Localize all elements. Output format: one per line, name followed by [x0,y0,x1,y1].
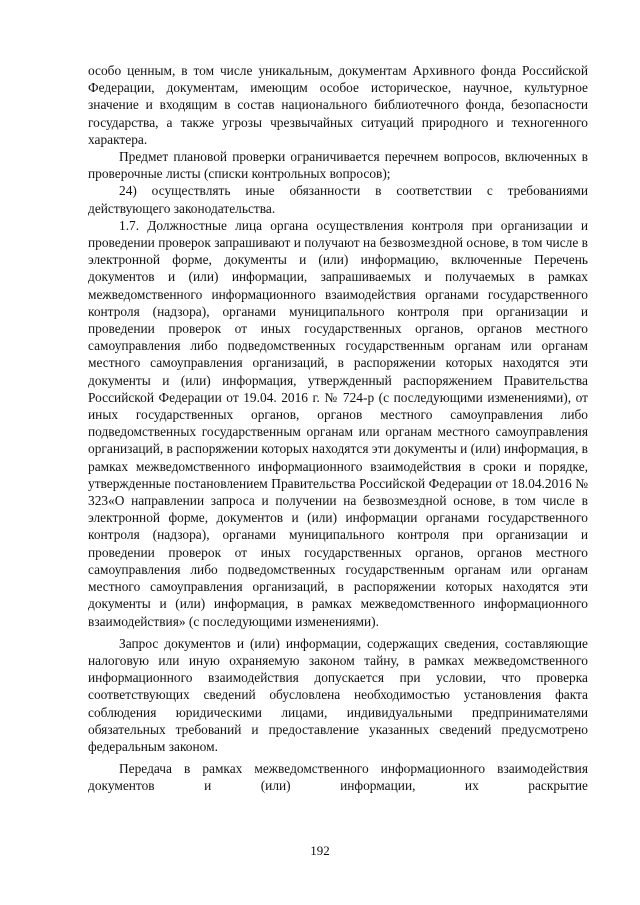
page-number: 192 [310,843,330,858]
paragraph-transfer-documents: Передача в рамках межведомственного информационного взаимодействия документов и (или) информации, их раскрытие [88,761,588,794]
paragraph-section-1-7: 1.7. Должностные лица органа осуществления контроля при организации и проведении проверок запрашивают и получают на безвозмездной основе, в том числе в электронной форме, документы и (или) информацию, включенные Перечень документов и (или) информации, запрашиваемых и получаемых в рамках межведомственного информационного взаимодействия органами государственного контроля (надзора), органами муниципального контроля при организации и проведении проверок от иных государственных органов, органов местного самоуправления либо подведомственных государственным органам или органам местного самоуправления организаций, в распоряжении которых находятся эти документы и (или) информация, утвержденный распоряжением Правительства Российской Федерации от 19.04. 2016 г. № 724-р (с последующими изменениями), от иных государственных органов, органов местного самоуправления либо подведомственных государственным органам или органам местного самоуправления организаций, в распоряжении которых находятся эти документы и (или) информация, в рамках межведомственного информационного взаимодействия в сроки и порядке, утвержденные постановлением Правительства Российской Федерации от 18.04.2016 № 323«О направлении запроса и получении на безвозмездной основе, в том числе в электронной форме, документов и (или) информации органами государственного контроля (надзора), органами муниципального контроля при организации и проведении проверок от иных государственных органов, органов местного самоуправления либо подведомственных государственным органам или органам местного самоуправления организаций, в распоряжении которых находятся эти документы и (или) информация, в рамках межведомственного информационного взаимодействия» (с последующими изменениями). [88,217,588,629]
document-page [88,62,588,795]
paragraph-request-documents: Запрос документов и (или) информации, содержащих сведения, составляющие налоговую или иную охраняемую законом тайну, в рамках межведомственного информационного взаимодействия допускается при условии, что проверка соответствующих сведений обусловлена необходимостью установления факта соблюдения юридическими лицами, индивидуальными предпринимателями обязательных требований и предоставление указанных сведений предусмотрено федеральным законом. [88,635,588,754]
paragraph-item-24: 24) осуществлять иные обязанности в соответствии с требованиями действующего законодательства. [88,183,588,216]
paragraph-planned-inspection-subject: Предмет плановой проверки ограничивается перечнем вопросов, включенных в проверочные листы (списки контрольных вопросов); [88,149,588,182]
paragraph-archive-fund: особо ценным, в том числе уникальным, документам Архивного фонда Российской Федерации, документам, имеющим особое историческое, научное, культурное значение и входящим в состав национального библиотечного фонда, безопасности государства, а также угрозы чрезвычайных ситуаций природного и техногенного характера. [88,63,588,147]
